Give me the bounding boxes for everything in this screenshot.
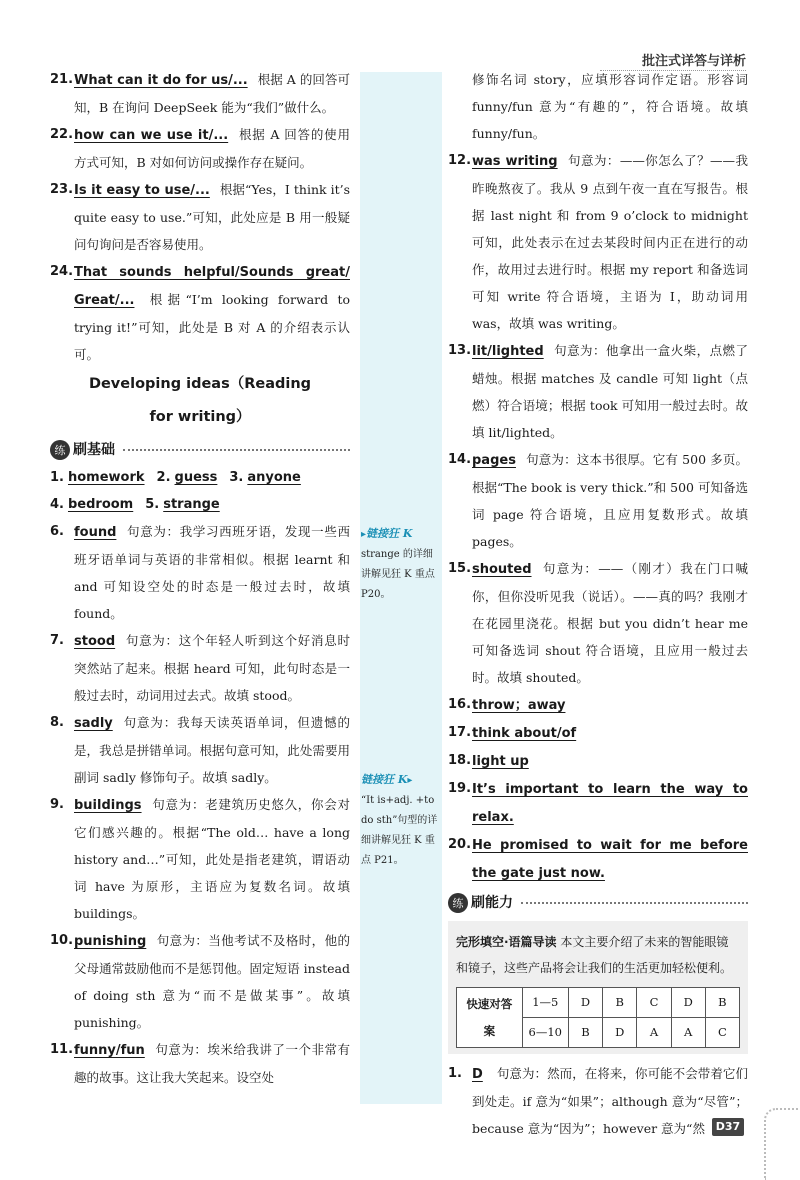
item-explanation: 句意为：埃米给我讲了一个非常有趣的故事。这让我大笑起来。设空处	[74, 1042, 350, 1085]
answer-cell: D	[568, 988, 602, 1018]
section-title-line-1: Developing ideas（Reading	[88, 376, 312, 392]
item-number: 22.	[50, 127, 74, 142]
item-number: 10.	[50, 933, 74, 948]
item-answer: was writing	[472, 154, 558, 169]
answer-item	[448, 831, 748, 887]
item-number: 16.	[448, 697, 472, 712]
pencil-badge-icon: 练	[50, 440, 70, 460]
answer-item	[448, 1060, 748, 1142]
item-number: 17.	[448, 725, 472, 740]
item-number: 18.	[448, 753, 472, 768]
item-number: 7.	[50, 633, 64, 648]
answer-row	[50, 464, 350, 491]
item-number: 20.	[448, 837, 472, 852]
item-answer: throw；away	[472, 698, 566, 713]
answer-item	[448, 555, 748, 691]
page-number: D37	[712, 1118, 744, 1136]
answer-item	[448, 775, 748, 831]
item-answer: homework	[67, 470, 145, 485]
answer-item	[50, 927, 350, 1036]
range-cell: 1—5	[522, 988, 568, 1018]
item-explanation: 句意为：我每天读英语单词，但遗憾的是，我总是拼错单词。根据句意可知，此处需要用副词 sadly 修饰句子。故填 sadly。	[74, 715, 350, 785]
quick-answer-table	[456, 987, 740, 1048]
item-answer: That sounds helpful/Sounds great/ Great/...	[74, 265, 350, 308]
item-explanation: 句意为：他拿出一盒火柴，点燃了蜡烛。根据 matches 及 candle 可知 light（点燃）符合语境；根据 took 可知用一般过去时。故填 lit/lighted。	[472, 343, 748, 440]
item-answer: shouted	[472, 562, 532, 577]
answer-cell: D	[603, 1018, 637, 1048]
item-number: 3.	[229, 470, 244, 485]
item-number: 2.	[156, 470, 171, 485]
answer-cell: D	[671, 988, 705, 1018]
answer-item	[50, 627, 350, 709]
answer-item	[448, 337, 748, 446]
answer-item	[50, 709, 350, 791]
item-explanation: 根据“I’m looking forward to trying it!”可知，此处是 B 对 A 的介绍表示认可。	[74, 292, 350, 362]
item-answer: punishing	[74, 934, 147, 949]
dotted-rule	[123, 449, 350, 451]
answer-cell: A	[671, 1018, 705, 1048]
item-answer: think about/of	[472, 726, 577, 741]
item-explanation: 根据 A 的回答可知，B 在询问 DeepSeek 能为“我们”做什么。	[74, 72, 350, 115]
answer-item	[50, 176, 350, 258]
note-text: “It is+adj. +to do sth”句型的详细讲解见狂 K 重点 P21。	[361, 795, 438, 866]
cloze-summary-box	[448, 921, 748, 1054]
box-title: 完形填空·语篇导读	[456, 935, 557, 949]
item-number: 19.	[448, 781, 472, 796]
item-number: 13.	[448, 343, 472, 358]
item-number: 24.	[50, 264, 74, 279]
answer-item	[50, 258, 350, 368]
item-answer: found	[74, 525, 117, 540]
item-explanation: 句意为：我学习西班牙语，发现一些西班牙语单词与英语的非常相似。根据 learnt 和 and 可知设空处的时态是一般过去时，故填 found。	[74, 524, 350, 621]
arrow-icon: ▸	[407, 775, 413, 786]
margin-note	[361, 524, 439, 605]
section-title-line-2: for writing）	[149, 409, 251, 425]
answer-cell: B	[568, 1018, 602, 1048]
answer-item	[50, 121, 350, 176]
left-column	[50, 66, 350, 1091]
item-answer: light up	[472, 754, 529, 769]
item-answer: anyone	[247, 470, 301, 485]
item-answer: Is it easy to use/...	[74, 183, 210, 198]
item-explanation: 根据 A 回答的使用方式可知，B 对如何访问或操作存在疑问。	[74, 127, 350, 170]
basic-practice-badge	[50, 438, 350, 462]
answer-item	[50, 66, 350, 121]
margin-note	[361, 770, 439, 871]
item-answer: It’s important to learn the way to relax.	[472, 782, 748, 825]
item-explanation: 句意为：当他考试不及格时，他的父母通常鼓励他而不是惩罚他。固定短语 instead of doing sth 意为“而不是做某事”。故填 punishing。	[74, 933, 350, 1030]
item-answer: He promised to wait for me before the gate just now.	[472, 838, 748, 881]
item-answer: stood	[74, 634, 116, 649]
answer-item	[448, 719, 748, 747]
note-tag: 链接狂 K	[366, 527, 413, 540]
right-column	[448, 66, 748, 1142]
item-explanation: 句意为：然而，在将来，你可能不会带着它们到处走。if 意为“如果”；although 意为“尽管”；because 意为“因为”；however 意为“然	[472, 1066, 748, 1136]
item-answer: D	[472, 1067, 483, 1082]
dotted-rule	[521, 902, 748, 904]
item-answer: how can we use it/...	[74, 128, 229, 143]
item-number: 8.	[50, 715, 64, 730]
ability-practice-badge	[448, 891, 748, 915]
item-number: 1.	[448, 1066, 462, 1081]
range-cell: 6—10	[522, 1018, 568, 1048]
item-number: 6.	[50, 524, 64, 539]
item-answer: guess	[174, 470, 218, 485]
arrow-icon: ▸	[361, 529, 367, 540]
item-answer: buildings	[74, 798, 142, 813]
answer-item	[50, 518, 350, 627]
item-number: 14.	[448, 452, 472, 467]
item-answer: funny/fun	[74, 1043, 145, 1058]
corner-decoration	[764, 1108, 800, 1180]
answer-cell: A	[637, 1018, 671, 1048]
note-text: strange 的详细讲解见狂 K 重点 P20。	[361, 549, 435, 600]
item-number: 9.	[50, 797, 64, 812]
item-answer: strange	[163, 497, 220, 512]
item-explanation: 根据“Yes，I think it’s quite easy to use.”可知，此处应是 B 用一般疑问句询问是否容易使用。	[74, 182, 351, 252]
cloze-summary	[456, 929, 740, 981]
item-explanation: 句意为：——（刚才）我在门口喊你，但你没听见我（说话）。——真的吗？我刚才在花园里浇花。根据 but you didn’t hear me 可知备选词 shout 符合语境，且应用一般过去时。故填 shouted。	[472, 561, 748, 685]
item-number: 5.	[145, 497, 160, 512]
item-answer: lit/lighted	[472, 344, 544, 359]
running-header: 批注式详答与详析	[641, 54, 746, 69]
item-number: 21.	[50, 72, 74, 87]
answer-item	[448, 747, 748, 775]
answer-cell: C	[637, 988, 671, 1018]
answer-item	[448, 446, 748, 555]
item-answer: What can it do for us/...	[74, 73, 248, 88]
answer-cell: B	[705, 988, 739, 1018]
item-number: 1.	[50, 470, 64, 485]
badge-label: 刷能力	[471, 894, 513, 911]
item-explanation: 句意为：老建筑历史悠久，你会对它们感兴趣的。根据“The old… have a long history and…”可知，此处是指老建筑，谓语动词 have 为原形，主语应为复数名词。故填 buildings。	[74, 797, 350, 921]
item-answer: sadly	[74, 716, 113, 731]
note-tag: 链接狂 K	[361, 773, 408, 786]
item-number: 11.	[50, 1042, 74, 1057]
answer-item	[50, 791, 350, 927]
answer-item	[50, 1036, 350, 1091]
continued-text: 修饰名词 story，应填形容词作定语。形容词 funny/fun 意为“有趣的”，符合语境。故填 funny/fun。	[472, 72, 748, 141]
answer-row	[50, 491, 350, 518]
box-body: 本文主要介绍了未来的智能眼镜和镜子，这些产品将会让我们的生活更加轻松便利。	[456, 935, 733, 975]
table-label: 快速对答案	[457, 988, 523, 1048]
item-explanation: 句意为：这本书很厚。它有 500 多页。根据“The book is very thick.”和 500 可知备选词 page 符合语境，且应用复数形式。故填 pages。	[472, 452, 748, 549]
badge-label: 刷基础	[73, 441, 115, 458]
item-answer: bedroom	[67, 497, 134, 512]
answer-cell: C	[705, 1018, 739, 1048]
item-number: 15.	[448, 561, 472, 576]
item-number: 4.	[50, 497, 64, 512]
answer-item	[448, 691, 748, 719]
answer-cell: B	[603, 988, 637, 1018]
answer-item	[448, 147, 748, 337]
item-number: 23.	[50, 182, 74, 197]
item-answer: pages	[472, 453, 516, 468]
pencil-badge-icon: 练	[448, 893, 468, 913]
item-number: 12.	[448, 153, 472, 168]
item-explanation: 句意为：这个年轻人听到这个好消息时突然站了起来。根据 heard 可知，此句时态是一般过去时，动词用过去式。故填 stood。	[74, 633, 350, 703]
item-explanation: 句意为：——你怎么了？——我昨晚熬夜了。我从 9 点到午夜一直在写报告。根据 last night 和 from 9 o’clock to midnight 可知，此处表示在过去某段时间内正在进行的动作，故用过去进行时。根据 my report 和备选词可知 write 符合语境，主语为 I，助动词用 was，故填 was writing。	[472, 153, 748, 331]
